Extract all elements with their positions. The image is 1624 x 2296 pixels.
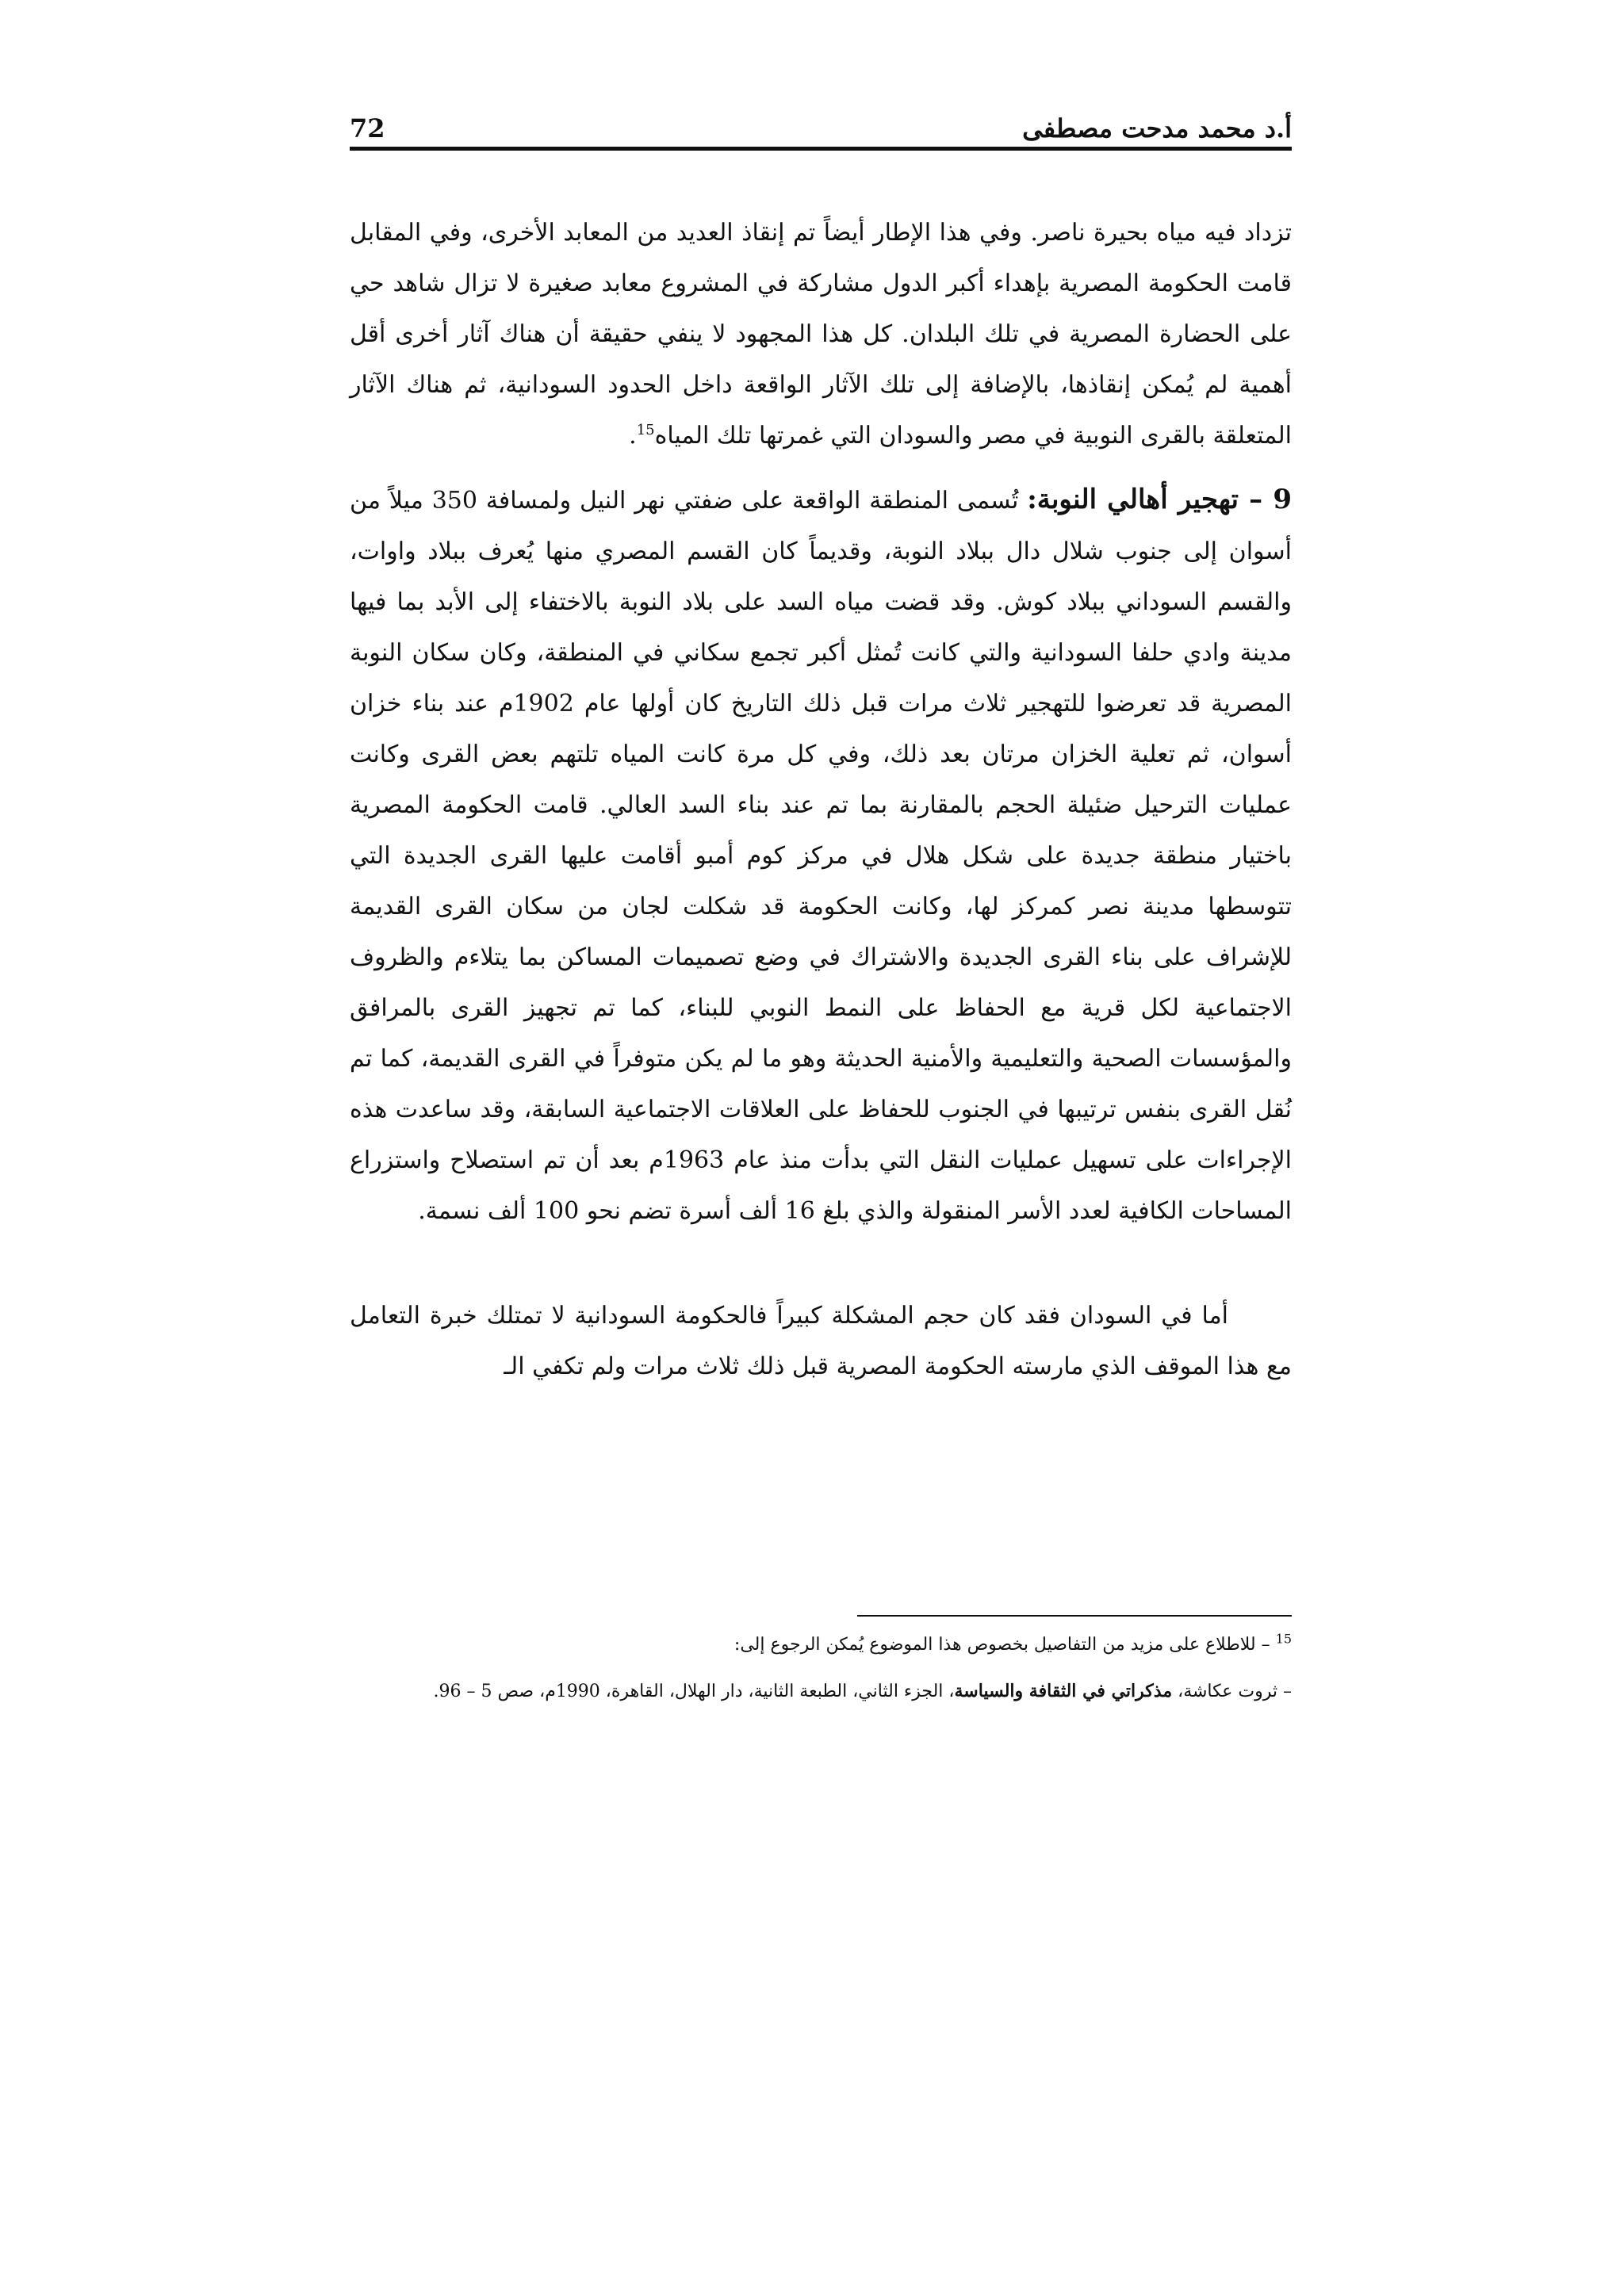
section-text: تُسمى المنطقة الواقعة على ضفتي نهر النيل ولمسافة 350 ميلاً من أسوان إلى جنوب شلال دال ببلاد النوبة، وقديماً كان القسم المصري منها يُعرف ببلاد واوات، والقسم السوداني ببلاد كوش. وقد قضت مياه السد على بلاد النوبة بالاختفاء إلى الأبد بما فيها مدينة وادي حلفا السودانية والتي كانت تُمثل أكبر تجمع سكاني في المنطقة، وكان سكان النوبة المصرية قد تعرضوا للتهجير ثلاث مرات قبل ذلك التاريخ كان أولها عام 1902م عند بناء خزان أسوان، ثم تعلية الخزان مرتان بعد ذلك، وفي كل مرة كانت المياه تلتهم بعض القرى وكانت عمليات الترحيل ضئيلة الحجم بالمقارنة بما تم عند بناء السد العالي. قامت الحكومة المصرية باختيار منطقة جديدة على شكل هلال في مركز كوم أمبو أقامت عليها القرى الجديدة التي تتوسطها مدينة نصر كمركز لها، وكانت الحكومة قد شكلت لجان من سكان القرى القديمة للإشراف على بناء القرى الجديدة والاشتراك في وضع تصميمات المساكن بما يتلاءم والظروف الاجتماعية لكل قرية مع الحفاظ على النمط النوبي للبناء، كما تم تجهيز القرى بالمرافق والمؤسسات الصحية والتعليمية والأمنية الحديثة وهو ما لم يكن متوفراً في القرى القديمة، كما تم نُقل القرى بنفس ترتيبها في الجنوب للحفاظ على العلاقات الاجتماعية السابقة، وقد ساعدت هذه الإجراءات على تسهيل عمليات النقل التي بدأت منذ عام 1963م بعد أن تم استصلاح واستزراع المساحات الكافية لعدد الأسر المنقولة والذي بلغ 16 ألف أسرة تضم نحو 100 ألف نسمة. <box>350 487 1292 1225</box>
page-number: 72 <box>350 113 385 144</box>
footnote-citation <box>350 1668 1292 1715</box>
author-name: أ.د محمد مدحت مصطفى <box>1022 113 1292 144</box>
section-heading: 9 – تهجير أهالي النوبة: <box>1027 484 1292 515</box>
footnote-text: – للاطلاع على مزيد من التفاصيل بخصوص هذا الموضوع يُمكن الرجوع إلى: <box>733 1635 1270 1655</box>
page-header <box>350 109 1292 147</box>
citation-author: – ثروت عكاشة، <box>1172 1682 1292 1701</box>
footnote-divider <box>857 1615 1292 1617</box>
body-text <box>350 208 1292 1392</box>
paragraph <box>350 1291 1292 1392</box>
citation-book-title: مذكراتي في الثقافة والسياسة <box>954 1681 1173 1701</box>
footnote-reference: 15 <box>636 422 655 438</box>
footnote-mark: 15 <box>1275 1631 1292 1647</box>
header-divider <box>350 147 1292 151</box>
paragraph-text: أما في السودان فقد كان حجم المشكلة كبيراً فالحكومة السودانية لا تمتلك خبرة التعامل مع هذا الموقف الذي مارسته الحكومة المصرية قبل ذلك ثلاث مرات ولم تكفي الـ <box>350 1302 1292 1380</box>
paragraph-end: . <box>629 422 637 450</box>
section-paragraph <box>350 474 1292 1237</box>
footnotes <box>350 1622 1292 1715</box>
footnote-line <box>350 1622 1292 1668</box>
paragraph <box>350 208 1292 461</box>
citation-details: ، الجزء الثاني، الطبعة الثانية، دار الهلال، القاهرة، 1990م، صص 5 – 96. <box>433 1682 955 1701</box>
paragraph-text: تزداد فيه مياه بحيرة ناصر. وفي هذا الإطار أيضاً تم إنقاذ العديد من المعابد الأخرى، وفي المقابل قامت الحكومة المصرية بإهداء أكبر الدول مشاركة في المشروع معابد صغيرة لا تزال شاهد حي على الحضارة المصرية في تلك البلدان. كل هذا المجهود لا ينفي حقيقة أن هناك آثار أخرى أقل أهمية لم يُمكن إنقاذها، بالإضافة إلى تلك الآثار الواقعة داخل الحدود السودانية، ثم هناك الآثار المتعلقة بالقرى النوبية في مصر والسودان التي غمرتها تلك المياه <box>350 219 1292 450</box>
